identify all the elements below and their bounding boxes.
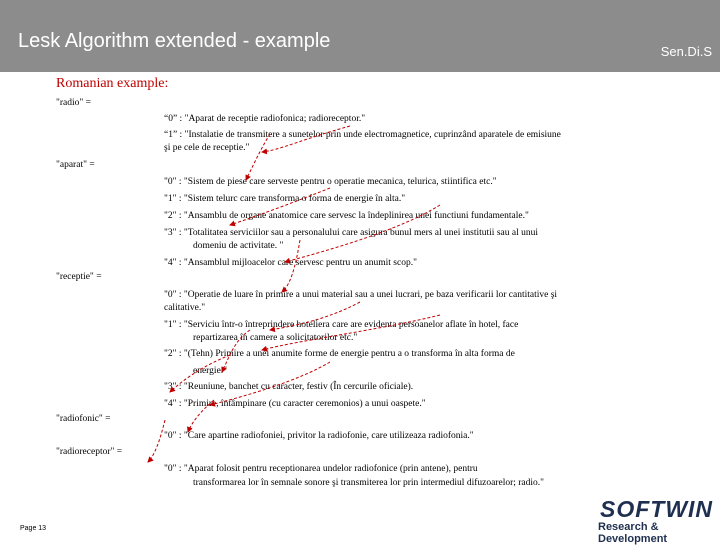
definition-line: "0" : "Aparat folosit pentru receptionarea undelor radiofonice (prin antene), pentru [164, 464, 478, 474]
word-aparat: "aparat" = [56, 160, 95, 170]
word-radioreceptor: "radioreceptor" = [56, 447, 123, 457]
definition-line: "4" : "Primire, întâmpinare (cu caracter ceremonios) a unui oaspete." [164, 399, 426, 409]
definition-line: "0" : "Sistem de piese care serveste pentru o operatie mecanica, telurica, stiintifica etc." [164, 177, 497, 187]
definition-line: "4" : "Ansamblul mijloacelor care servesc pentru un anumit scop." [164, 258, 417, 268]
definition-line: "3" : "Totalitatea serviciilor sau a personalului care asigura bunul mers al unei institutii sau al unui [164, 228, 538, 238]
definition-line: "1" : "Serviciu într-o întreprindere hoteliera care are evidenta persoanelor aflate în hotel, face [164, 320, 519, 330]
definition-line: "0" : "Care apartine radiofoniei, privitor la radiofonie, care utilizeaza radiofonia." [164, 431, 474, 441]
brand-label: Sen.Di.S [660, 44, 712, 59]
overlap-arrow [270, 302, 360, 330]
definition-line: "2" : "Ansamblu de organe anatomice care servesc la îndeplinirea unei functiuni fundamentale." [164, 211, 529, 221]
definition-line: energie." [193, 366, 228, 376]
slide-title: Lesk Algorithm extended - example [18, 30, 331, 52]
overlap-arrow [262, 126, 350, 152]
overlap-arrow [170, 355, 230, 392]
definition-line: "0" : "Operatie de luare în primire a unui material sau a unei lucrari, pe baza verificarii lor cantitative şi [164, 290, 558, 300]
overlap-arrow [282, 240, 300, 292]
word-radio: "radio" = [56, 98, 92, 108]
overlap-arrow [285, 205, 440, 262]
definition-line: calitative." [164, 303, 206, 313]
overlap-arrow [246, 134, 270, 180]
definition-line: “0” : "Aparat de receptie radiofonica; radioreceptor." [164, 114, 366, 124]
definition-line: “1” : "Instalatie de transmitere a sunetelor prin unde electromagnetice, cuprinzând aparatele de emisiune [164, 130, 561, 140]
overlap-arrow [230, 188, 330, 225]
softwin-logo-subtitle: Research & Development [598, 521, 668, 545]
word-radiofonic: "radiofonic" = [56, 414, 111, 424]
softwin-logo: SOFTWIN [600, 496, 714, 522]
definition-line: transformarea lor în semnale sonore şi transmiterea lor prin intermediul difuzoarelor; radio." [193, 478, 545, 488]
overlap-arrow [210, 362, 330, 405]
word-receptie: "receptie" = [56, 272, 102, 282]
overlap-arrow [148, 420, 165, 462]
definition-line: domeniu de activitate. " [193, 241, 284, 251]
section-subtitle: Romanian example: [56, 76, 169, 91]
definition-line: şi pe cele de receptie." [164, 143, 250, 153]
definition-line: repartizarea în camere a solicitatorilor etc." [193, 333, 358, 343]
overlap-arrow [262, 315, 440, 350]
page-number: Page 13 [20, 525, 47, 532]
definition-line: "1" : "Sistem telurc care transforma o forma de energie în alta." [164, 194, 406, 204]
definition-line: "2" : "(Tehn) Primire a unei anumite forme de energie pentru a o transforma în alta forma de [164, 349, 515, 359]
overlap-arrow [222, 330, 250, 372]
definition-line: "3" : "Reuniune, banchet cu caracter, festiv (În cercurile oficiale). [164, 382, 414, 392]
